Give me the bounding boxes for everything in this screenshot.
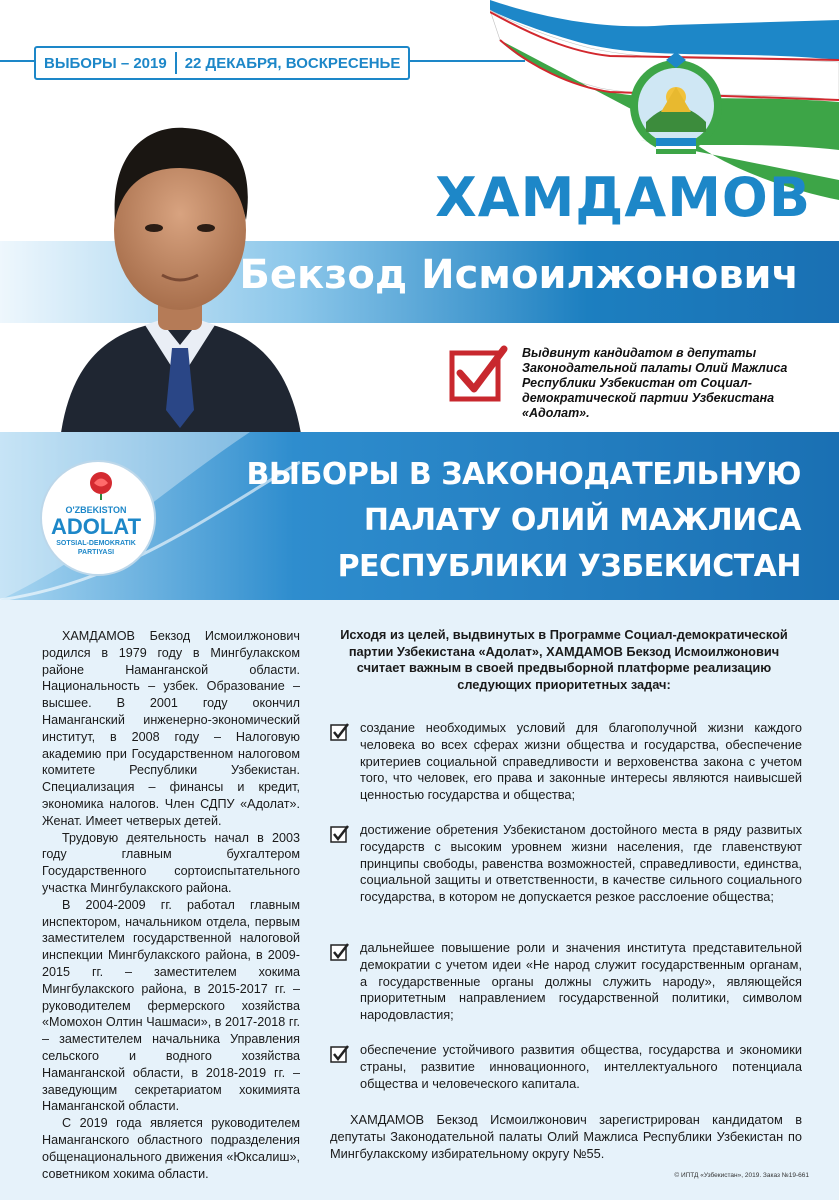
checkbox-icon xyxy=(330,942,350,962)
bio-paragraph: ХАМДАМОВ Бекзод Исмоилжонович родился в 1979 году в Мингбулакском районе Наманганской области. Национальность – узбек. Образование – высшее. В 2001 году окончил Наманганский инженерно-экономический институт, в 2008 году – Налоговую академию при Государственном налоговом комитете Республики Узбекистан. Специализация – финансы и кредит, экономика налогов. Член СДПУ «Адолат». Женат. Имеет четверых детей. xyxy=(42,629,300,828)
checkbox-icon xyxy=(330,1044,350,1064)
task-text: создание необходимых условий для благополучной жизни каждого человека во всех сферах жизни общества и государства, обеспечение критериев социальной справедливости и верховенства закона с учетом того, что человек, его права и законные интересы являются наивысшей ценностью государства и общества; xyxy=(360,720,802,803)
registration-text: ХАМДАМОВ Бекзод Исмоилжонович зарегистрирован кандидатом в депутаты Законодательной палаты Олий Мажлиса Республики Узбекистан по Мингбулакскому избирательному округу №55. xyxy=(330,1112,802,1161)
party-logo-top: O'ZBEKISTON xyxy=(65,505,127,515)
rose-icon xyxy=(86,470,116,500)
platform-intro: Исходя из целей, выдвинутых в Программе Социал-демократической партии Узбекистана «Адолат», ХАМДАМОВ Бекзод Исмоилжонович считает важным в своей предвыборной платформе реализацию следующих приоритетных задач: xyxy=(340,627,788,692)
state-emblem-icon xyxy=(626,52,726,156)
election-label: ВЫБОРЫ – 2019 xyxy=(44,54,167,72)
party-logo-sub2: PARTIYASI xyxy=(77,549,115,556)
candidate-surname: ХАМДАМОВ xyxy=(435,166,811,229)
checkbox-icon xyxy=(330,722,350,742)
nomination-check-icon xyxy=(448,345,508,405)
platform-task xyxy=(330,720,802,810)
task-text: дальнейшее повышение роли и значения института представительной демократии с учетом идеи «Не народ служит государственным органам, а государственные органы должны служить народу», являющейся приоритетным направлением государственной политики, символом народовластия; xyxy=(360,940,802,1023)
election-date-tag xyxy=(34,46,410,80)
bio-paragraph: Трудовую деятельность начал в 2003 году главным бухгалтером Государственного сортоиспытательного участка Мингбулакского района. xyxy=(42,830,300,895)
party-logo-sub1: SOTSIAL-DEMOKRATIK xyxy=(56,540,136,547)
banner-title xyxy=(161,452,801,590)
candidate-given-name: Бекзод Исмоилжонович xyxy=(239,252,799,298)
platform-task xyxy=(330,822,802,922)
bio-paragraph: В 2004-2009 гг. работал главным инспектором, начальником отдела, первым заместителем государственной налоговой инспекции Мингбулакского района, в 2009-2015 гг. – заместителем хокима Мингбулакского района, в 2015-2017 гг. – руководителем фермерского хозяйства «Момохон Олтин Чашмаси», в 2017-2018 гг. – заместителем начальника Управления сельского и водного хозяйства Наманганской области, в 2018-2019 гг. – заведующим секретариатом хокимията Наманганской области. xyxy=(42,897,300,1114)
party-logo-name: ADOLAT xyxy=(50,514,142,539)
election-date: 22 ДЕКАБРЯ, ВОСКРЕСЕНЬЕ xyxy=(184,54,401,72)
print-footer: © ИПТД «Узбекистан», 2019. Заказ №19-661 xyxy=(674,1172,809,1179)
banner-line-1: ВЫБОРЫ В ЗАКОНОДАТЕЛЬНУЮ xyxy=(246,457,801,492)
nomination-statement: Выдвинут кандидатом в депутаты Законодательной палаты Олий Мажлиса Республики Узбекистан от Социал-демократической партии Узбекистана «Адолат». xyxy=(522,346,788,420)
biography xyxy=(42,628,300,1182)
bio-paragraph: С 2019 года является руководителем Наманганского областного подразделения общенационального движения «Юксалиш», советником хокима области. xyxy=(42,1116,300,1181)
banner-line-2: ПАЛАТУ ОЛИЙ МАЖЛИСА xyxy=(363,503,801,538)
task-text: обеспечение устойчивого развития общества, государства и экономики страны, развитие инновационного, интеллектуального потенциала общества и человеческого капитала. xyxy=(360,1042,802,1091)
task-text: достижение обретения Узбекистаном достойного места в ряду развитых государств с высоким уровнем жизни населения, где главенствуют принципы свободы, равенства возможностей, справедливости, единства, социальной защиты и ответственности, в качестве сильного социального государства, в котором не допускается резкое расслоение общества; xyxy=(360,822,802,905)
platform-task xyxy=(330,940,802,1030)
checkbox-icon xyxy=(330,824,350,844)
banner-line-3: РЕСПУБЛИКИ УЗБЕКИСТАН xyxy=(337,549,801,584)
registration-statement xyxy=(330,1112,802,1162)
platform-task xyxy=(330,1042,802,1102)
candidate-photo xyxy=(50,110,310,440)
